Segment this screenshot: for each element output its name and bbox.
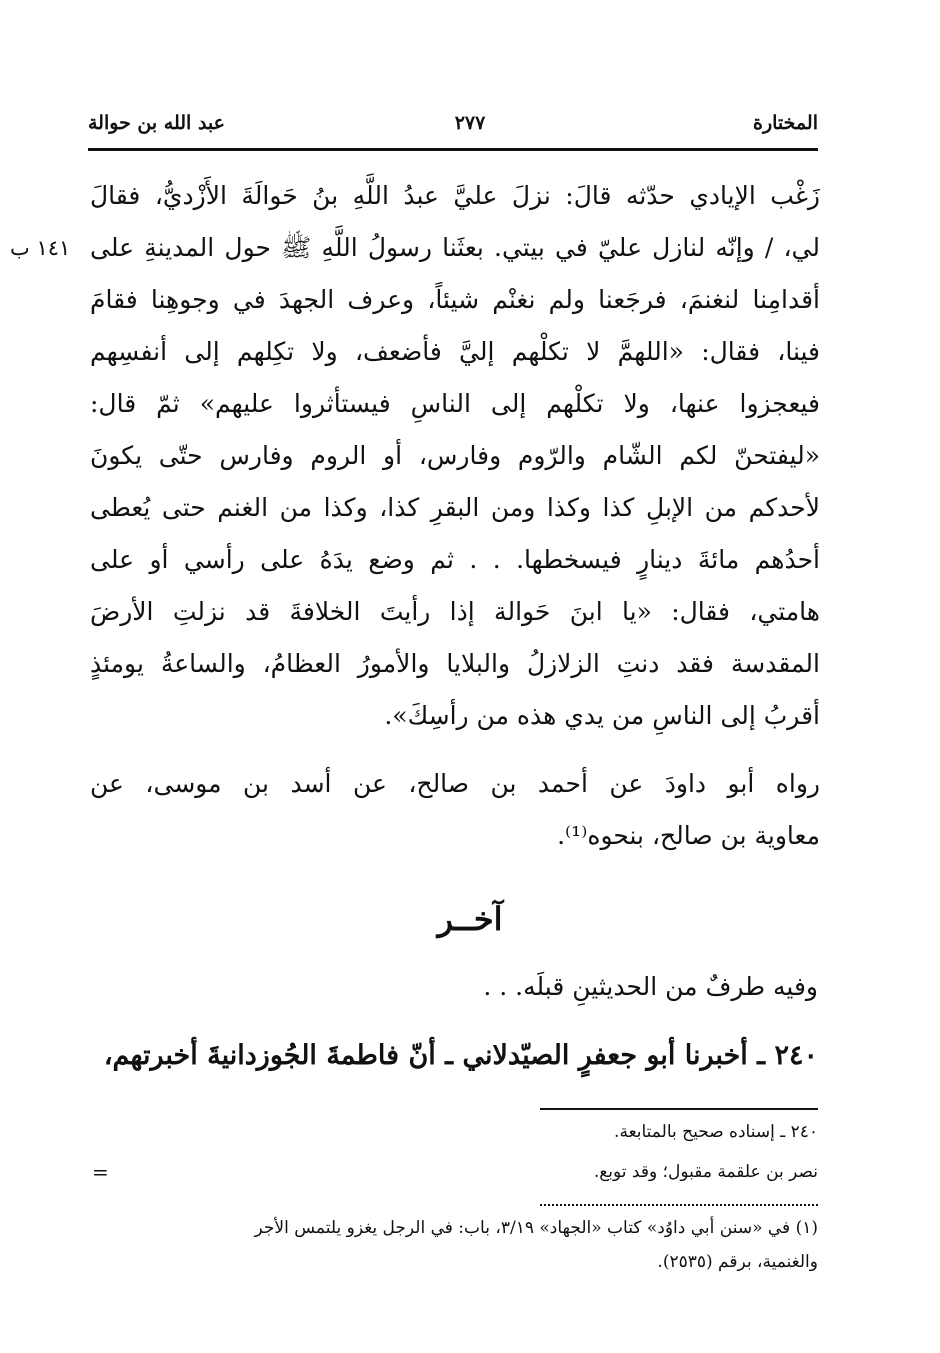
header-rule [88, 148, 818, 151]
footnote-reference-line: (١) في «سنن أبي داوُد» كتاب «الجهاد» ٣/١٩، باب: في الرجل يغزو يلتمس الأجر [254, 1218, 818, 1238]
hadith-240-opening: ٢٤٠ ـ أخبرنا أبو جعفرٍ الصيّدلاني ـ أنّ فاطمةَ الجُوزدانيةَ أخبرتهم، [103, 1040, 818, 1071]
text-line: معاوية بن صالح، بنحوه⁽¹⁾. [557, 821, 820, 850]
text-line: فينا، فقال: «اللهمَّ لا تكلْهم إليَّ فأضعف، ولا تكِلهم إلى أنفسِهم [90, 337, 820, 366]
running-head-chapter-title: عبد الله بن حوالة [88, 112, 225, 134]
text-line: زَغْب الإيادي حدّثه قالَ: نزلَ عليَّ عبدُ اللَّهِ بنُ حَوالَةَ الأَزْديُّ، فقالَ [90, 181, 820, 210]
section-intro: وفيه طرفٌ من الحديثينِ قبلَه. . . [483, 972, 818, 1001]
text-line: فيعجزوا عنها، ولا تكلْهم إلى الناسِ فيستأثروا عليهم» ثمّ قال: [90, 389, 820, 418]
text-line: رواه أبو داودَ عن أحمد بن صالح، عن أسد بن موسى، عن [90, 769, 820, 798]
footnote-grading-line: ٢٤٠ ـ إسناده صحيح بالمتابعة. [614, 1122, 818, 1142]
running-head-book-title: المختارة [753, 112, 818, 134]
text-line: أقربُ إلى الناسِ من يدي هذه من رأسِكَ». [384, 701, 820, 730]
text-line: أحدُهم مائةَ دينارٍ فيسخطها. . . ثم وضع يدَهُ على رأسي أو على [90, 545, 820, 574]
text-line: لي، / وإنّه لنازل عليّ في بيتي. بعثَنا رسولُ اللَّهِ ﷺ حول المدينةِ على [90, 233, 820, 262]
hadith-main-text [90, 170, 820, 742]
footnote-dotted-rule [540, 1204, 818, 1206]
text-line: المقدسة فقد دنتِ الزلازلُ والبلايا والأمورُ العظامُ، والساعةُ يومئذٍ [90, 649, 820, 678]
text-line: لأحدكم من الإبلِ كذا وكذا ومن البقرِ كذا، وكذا من الغنم حتى يُعطى [90, 493, 820, 522]
text-line: «ليفتحنّ لكم الشّام والرّوم وفارس، أو الروم وفارس حتّى يكونَ [90, 441, 820, 470]
footnote-rule [540, 1108, 818, 1110]
page-number: ٢٧٧ [454, 112, 486, 134]
manuscript-folio-note: ١٤١ ب [10, 236, 71, 260]
text-line: أقدامِنا لنغنمَ، فرجَعنا ولم نغنْم شيئاً، وعرف الجهدَ في وجوهِنا فقامَ [90, 285, 820, 314]
section-title: آخــر [437, 900, 503, 938]
continuation-mark: = [92, 1160, 109, 1184]
narration-paragraph [90, 758, 820, 862]
footnote-reference-line: والغنمية، برقم (٢٥٣٥). [657, 1252, 818, 1272]
text-line: هامتي، فقال: «يا ابنَ حَوالة إذا رأيتَ الخلافةَ قد نزلتِ الأرضَ [90, 597, 820, 626]
footnote-grading-line: نصر بن علقمة مقبول؛ وقد توبع. [593, 1162, 818, 1182]
